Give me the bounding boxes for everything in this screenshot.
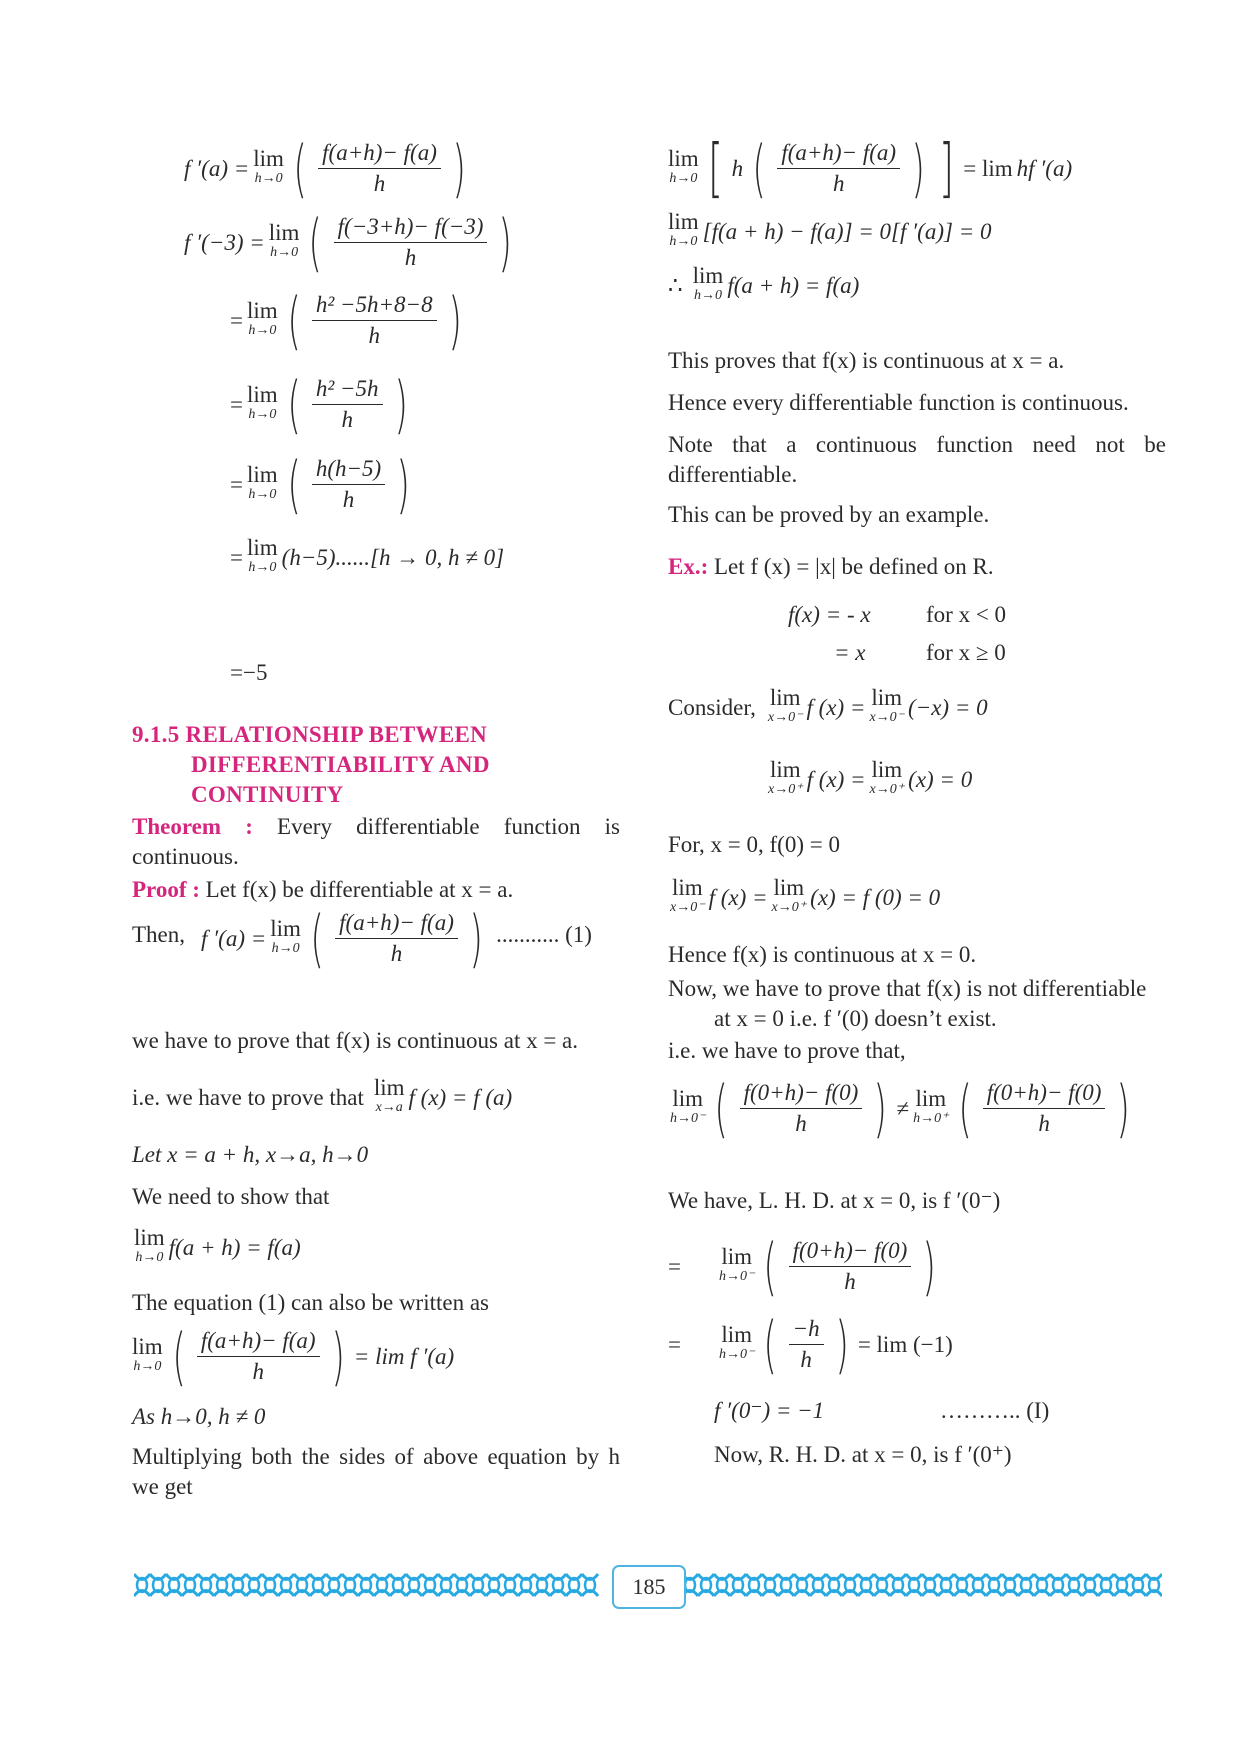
proof-text: Let f(x) be differentiable at x = a. bbox=[199, 877, 514, 902]
now-prove-line-2: at x = 0 i.e. f ′(0) doesn’t exist. bbox=[714, 1006, 997, 1031]
right-paren: ) bbox=[911, 131, 925, 205]
lim-operator: lim x→0⁺ bbox=[771, 875, 807, 915]
theorem-text: Every differentiable function is continuous. bbox=[132, 814, 620, 869]
hence-cont-line bbox=[668, 940, 976, 970]
equals-sign: = bbox=[668, 1253, 681, 1279]
equals-sign: = bbox=[230, 471, 243, 497]
case-condition: for x < 0 bbox=[926, 602, 1007, 627]
now-prove-paragraph bbox=[668, 974, 1146, 1034]
eq-result bbox=[230, 658, 267, 688]
left-paren: ( bbox=[172, 1319, 186, 1393]
lim-operator: lim h→0 bbox=[132, 1333, 163, 1374]
for-x0-line bbox=[668, 830, 840, 860]
hence-every-line bbox=[668, 388, 1129, 418]
section-heading bbox=[132, 720, 490, 810]
lim-operator: lim h→0⁻ bbox=[718, 1243, 755, 1284]
eq-multiply-h bbox=[668, 131, 1073, 206]
piecewise-case-1 bbox=[788, 600, 871, 630]
expression: f (x) = bbox=[806, 767, 866, 792]
example-label: Ex.: bbox=[668, 554, 709, 579]
let-text: Let x = a + h, x→a, h→0 bbox=[132, 1142, 369, 1167]
lim-operator: lim h→0 bbox=[246, 535, 278, 575]
heading-line-3: CONTINUITY bbox=[191, 782, 344, 807]
proof-label: Proof : bbox=[132, 877, 200, 902]
eq-step-4 bbox=[230, 535, 505, 578]
right-paren: ) bbox=[922, 1229, 937, 1303]
lim-operator: lim h→0 bbox=[268, 219, 300, 260]
left-paren: ( bbox=[763, 1307, 778, 1381]
eq-one-sided-compare bbox=[670, 1071, 1136, 1145]
consider-label: Consider, bbox=[668, 695, 756, 720]
rhd-text: Now, R. H. D. at x = 0, is f ′(0⁺) bbox=[714, 1442, 1012, 1467]
left-paren: ( bbox=[763, 1229, 778, 1303]
need-show-line bbox=[132, 1182, 329, 1212]
prove-statement bbox=[132, 1026, 578, 1056]
fraction: $\frac{f(0+h)- f(0)}{h}$ bbox=[740, 1080, 863, 1137]
f-prime-0-minus bbox=[714, 1396, 824, 1426]
ie-text: i.e. we have to prove that bbox=[132, 1085, 364, 1110]
right-bracket: ] bbox=[939, 131, 955, 206]
example-text: Let f (x) = |x| be defined on R. bbox=[708, 554, 994, 579]
proof-paragraph bbox=[132, 875, 513, 905]
eq-lhs: f ′(a) = bbox=[201, 925, 267, 951]
now-prove-line-1: Now, we have to prove that f(x) is not differentiable bbox=[668, 976, 1147, 1001]
result-value: =−5 bbox=[230, 660, 268, 685]
heading-line-2: DIFFERENTIABILITY AND bbox=[191, 752, 490, 777]
can-prove-line bbox=[668, 500, 989, 530]
eq-derivative-def bbox=[184, 131, 471, 205]
lhd-line bbox=[668, 1186, 1000, 1216]
eq-therefore bbox=[668, 263, 860, 306]
not-equal-sign: ≠ bbox=[896, 1095, 910, 1121]
left-paren: ( bbox=[957, 1071, 972, 1145]
right-paren: ) bbox=[835, 1307, 849, 1381]
tag-text: ……….. (I) bbox=[940, 1398, 1050, 1423]
eq-lhs: f ′(a) = bbox=[184, 155, 250, 181]
lim-operator: lim x→0⁻ bbox=[670, 875, 705, 915]
lim-operator: lim h→0 bbox=[134, 1225, 165, 1265]
expression: = lim f ′(a) bbox=[353, 1343, 455, 1369]
multiplying-paragraph bbox=[132, 1442, 620, 1502]
expression: (x) = f (0) = 0 bbox=[810, 885, 941, 910]
eq-derivative-at-minus3 bbox=[184, 205, 518, 279]
left-paren: ( bbox=[308, 205, 323, 279]
left-bracket: [ bbox=[707, 131, 723, 206]
as-h-text: As h→0, h ≠ 0 bbox=[132, 1404, 266, 1429]
left-paren: ( bbox=[293, 131, 307, 205]
right-paren: ) bbox=[1116, 1071, 1131, 1145]
note-text: Note that a continuous function need not be differentiable. bbox=[668, 432, 1166, 487]
for-x0-text: For, x = 0, f(0) = 0 bbox=[668, 832, 840, 857]
equals-sign: = bbox=[668, 1331, 681, 1357]
piecewise-cond-2 bbox=[926, 638, 1006, 668]
case-condition: for x ≥ 0 bbox=[926, 640, 1006, 665]
expression: f (x) = bbox=[806, 695, 866, 720]
fraction: $\frac{\text{h² −5h+8−8}}{h}$ bbox=[312, 292, 437, 349]
prove-text: we have to prove that f(x) is continuous at x = a. bbox=[132, 1028, 579, 1053]
lhd-text: We have, L. H. D. at x = 0, is f ′(0⁻) bbox=[668, 1188, 1001, 1213]
eq-written-text: The equation (1) can also be written as bbox=[132, 1290, 490, 1315]
lim-operator: lim h→0 bbox=[668, 209, 699, 249]
right-paren: ) bbox=[469, 901, 483, 975]
piecewise-case-2 bbox=[834, 638, 865, 668]
lim-operator: lim x→0⁺ bbox=[869, 757, 905, 797]
equals-sign: = bbox=[230, 307, 243, 333]
hence-cont-text: Hence f(x) is continuous at x = 0. bbox=[668, 942, 977, 967]
fraction: $\frac{f(a+h)- f(a)}{h}$ bbox=[197, 1328, 320, 1385]
need-show-text: We need to show that bbox=[132, 1184, 330, 1209]
fraction: $\frac{f(a+h)- f(a)}{h}$ bbox=[335, 910, 458, 967]
as-h-line bbox=[132, 1402, 265, 1432]
case-expression: f(x) = - x bbox=[788, 602, 871, 627]
lim-operator: lim h→0⁻ bbox=[670, 1085, 706, 1126]
lim-operator: lim h→0 bbox=[246, 381, 278, 422]
lim-operator: lim x→0⁺ bbox=[768, 757, 803, 797]
eq-both-limits bbox=[670, 875, 941, 918]
fraction: $\frac{f(0+h)- f(0)}{h}$ bbox=[983, 1080, 1106, 1137]
fraction: $\frac{-h}{h}$ bbox=[789, 1316, 824, 1373]
right-paren: ) bbox=[498, 205, 513, 279]
fraction: $\frac{f(a+h)- f(a)}{h}$ bbox=[318, 140, 441, 197]
heading-line-1: 9.1.5 RELATIONSHIP BETWEEN bbox=[132, 722, 488, 747]
left-paren: ( bbox=[287, 283, 301, 357]
fraction: $\frac{f(a+h)- f(a)}{h}$ bbox=[777, 140, 900, 197]
left-paren: ( bbox=[310, 901, 324, 975]
eq-step-3 bbox=[230, 447, 415, 521]
ie-prove-line bbox=[132, 1075, 513, 1118]
lim-operator: lim h→0 bbox=[246, 297, 278, 338]
fraction: $\frac{\text{h² −5h}}{h}$ bbox=[312, 376, 383, 433]
eq-left-limit bbox=[668, 685, 988, 728]
right-paren: ) bbox=[448, 283, 462, 357]
expression: (x) = 0 bbox=[908, 767, 973, 792]
lim-operator: lim h→0 bbox=[270, 915, 301, 956]
piecewise-cond-1 bbox=[926, 600, 1006, 630]
expression: (−x) = 0 bbox=[908, 695, 988, 720]
ie-prove-2-line bbox=[668, 1036, 906, 1066]
expression: f (x) = bbox=[708, 885, 768, 910]
equation-tag-I bbox=[940, 1396, 1049, 1426]
hence-every-text: Hence every differentiable function is continuous. bbox=[668, 390, 1129, 415]
theorem-paragraph bbox=[132, 812, 620, 872]
expression: f (x) = f (a) bbox=[408, 1085, 513, 1110]
theorem-label: Theorem : bbox=[132, 814, 253, 839]
page-number-text: 185 bbox=[632, 1574, 666, 1599]
lim-operator: lim h→0 bbox=[692, 263, 724, 303]
lim-operator: lim h→0 bbox=[253, 145, 284, 186]
eq-then bbox=[132, 901, 592, 975]
let-x-line bbox=[132, 1140, 368, 1170]
eq-diff-zero bbox=[668, 209, 992, 252]
note-paragraph bbox=[668, 430, 1166, 490]
case-expression: = x bbox=[834, 640, 866, 665]
equals-sign: = bbox=[230, 391, 243, 417]
left-paren: ( bbox=[287, 367, 301, 441]
lhd-value: f ′(0⁻) = −1 bbox=[714, 1398, 825, 1423]
expression: = lim (−1) bbox=[857, 1331, 953, 1357]
expression: (h−5)......[h → 0, h ≠ 0] bbox=[281, 545, 505, 570]
ie-prove-2-text: i.e. we have to prove that, bbox=[668, 1038, 906, 1063]
expression: hf ′(a) bbox=[1016, 155, 1073, 181]
eq-step-1 bbox=[230, 283, 467, 357]
right-paren: ) bbox=[331, 1319, 345, 1393]
fraction: $\frac{f(0+h)- f(0)}{h}$ bbox=[789, 1238, 912, 1295]
fraction: $\frac{f(-3+h)- f(-3)}{h}$ bbox=[334, 214, 488, 271]
left-paren: ( bbox=[287, 447, 301, 521]
can-prove-text: This can be proved by an example. bbox=[668, 502, 990, 527]
proves-line bbox=[668, 346, 1064, 376]
eq-step-2 bbox=[230, 367, 413, 441]
eq-lhs: f ′(−3) = bbox=[184, 229, 265, 255]
therefore-symbol: ∴ bbox=[668, 273, 683, 298]
proves-text: This proves that f(x) is continuous at x = a. bbox=[668, 348, 1065, 373]
equals-sign: = bbox=[230, 545, 243, 570]
footer-ribbon-right bbox=[682, 1570, 1162, 1600]
lim-operator: lim x→a bbox=[373, 1075, 405, 1115]
expression: [f(a + h) − f(a)] = 0[f ′(a)] = 0 bbox=[702, 219, 992, 244]
fraction: $\frac{h(h-5)}{h}$ bbox=[312, 456, 385, 513]
eq-right-limit bbox=[768, 757, 973, 800]
eq-lim-show bbox=[134, 1225, 301, 1268]
left-paren: ( bbox=[752, 131, 766, 205]
lim-operator: lim h→0⁺ bbox=[913, 1085, 949, 1126]
lim-operator: lim x→0⁻ bbox=[767, 685, 803, 725]
example-line bbox=[668, 552, 994, 582]
footer-ribbon-left bbox=[134, 1570, 612, 1600]
then-label: Then, bbox=[132, 922, 186, 947]
eq-lhd-step-2 bbox=[668, 1307, 953, 1381]
multiplying-text: Multiplying both the sides of above equation by h we get bbox=[132, 1444, 620, 1499]
lim-operator: lim h→0⁻ bbox=[718, 1321, 755, 1362]
eq-written-line bbox=[132, 1288, 489, 1318]
equation-tag: ........... (1) bbox=[496, 922, 592, 947]
rhd-line bbox=[714, 1440, 1012, 1470]
right-paren: ) bbox=[396, 447, 410, 521]
right-paren: ) bbox=[873, 1071, 888, 1145]
h-factor: h bbox=[731, 155, 744, 181]
expression: f(a + h) = f(a) bbox=[168, 1235, 301, 1260]
right-paren: ) bbox=[393, 367, 408, 441]
lim-operator: lim x→0⁻ bbox=[869, 685, 905, 725]
lim-operator: lim h→0 bbox=[246, 461, 278, 502]
equals-lim: = lim bbox=[963, 155, 1013, 181]
eq-rewritten bbox=[132, 1319, 455, 1393]
left-paren: ( bbox=[714, 1071, 729, 1145]
expression: f(a + h) = f(a) bbox=[727, 273, 860, 298]
eq-lhd-step-1 bbox=[668, 1229, 942, 1303]
page-number bbox=[612, 1565, 686, 1609]
right-paren: ) bbox=[452, 131, 466, 205]
lim-operator: lim h→0 bbox=[668, 145, 699, 186]
